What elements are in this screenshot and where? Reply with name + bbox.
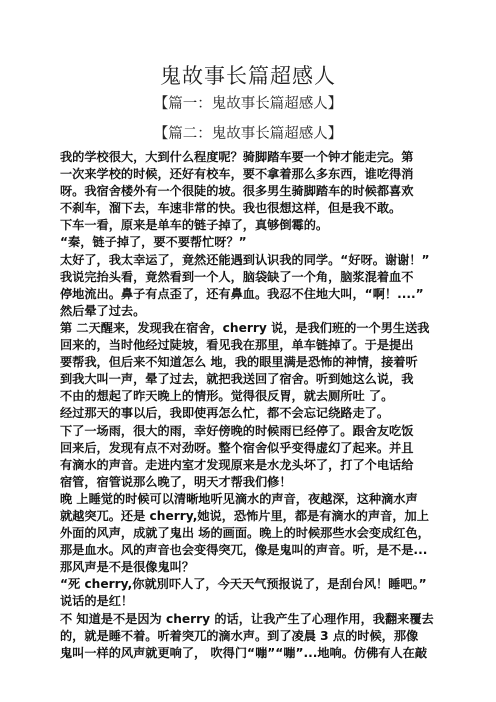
text-line: 呀。我宿舍楼外有一个很陡的坡。很多男生骑脚踏车的时候都喜欢 (60, 184, 414, 199)
text-line: 那风声是不是很像鬼叫？ (60, 560, 195, 575)
text-line: 不由的想起了昨天晚上的情形。觉得很反胃，就去厕所吐 了。 (60, 389, 394, 404)
text-line: 下车一看，原来是单车的链子掉了，真够倒霉的。 (60, 218, 329, 233)
text-line: 鬼叫一样的风声就更响了， 吹得门“嘣”“嘣”...地响。仿佛有人在敲 (60, 645, 428, 660)
text-line: 太好了，我太幸运了，竟然还能遇到认识我的同学。“好呀。谢谢！” (60, 252, 430, 267)
text-line: 要帮我，但后来不知道怎么 地，我的眼里满是恐怖的神情，接着听 (60, 355, 418, 370)
text-line: 经过那天的事以后，我即使再怎么忙，都不会忘记绕路走了。 (60, 406, 390, 421)
text-line: 下了一场雨，很大的雨，幸好傍晚的时候雨已经停了。跟舍友吃饭 (60, 423, 414, 438)
text-line: “秦，链子掉了，要不要帮忙呀？” (60, 235, 247, 250)
text-line: 晚 上睡觉的时候可以清晰地听见滴水的声音，夜越深，这种滴水声 (60, 491, 418, 506)
text-line: 有滴水的声音。走进内室才发现原来是水龙头坏了，打了个电话给 (60, 457, 414, 472)
text-line: 一次来学校的时候，还好有校车，要不拿着那么多东西，谁吃得消 (60, 167, 414, 182)
text-line: 我的学校很大，大到什么程度呢？骑脚踏车要一个钟才能走完。第 (60, 150, 414, 164)
text-line: 宿管，宿管说那么晚了，明天才帮我们修！ (60, 474, 292, 489)
section-heading-2: 【篇二：鬼故事长篇超感人】 (153, 126, 343, 142)
section-heading-1: 【篇一：鬼故事长篇超感人】 (153, 96, 343, 112)
text-line: “死 cherry,你就別吓人了，今天天气预报说了，是刮台风！睡吧。” (60, 577, 427, 592)
text-line: 说话的是红！ (60, 594, 134, 609)
document-title: 鬼故事长篇超感人 (160, 64, 336, 88)
text-line: 回来后，发现有点不对劲呀。整个宿舍似乎变得虚幻了起来。并且 (60, 440, 414, 455)
text-line: 就越突兀。还是 cherry,她说，恐怖片里，都是有滴水的声音，加上 (60, 508, 429, 523)
text-line: 的，就是睡不着。听着突兀的滴水声。到了凌晨 3 点的时候，那像 (60, 628, 419, 643)
text-line: 第 二天醒来，发现我在宿舍，cherry 说，是我们班的一个男生送我 (60, 320, 430, 335)
text-line: 到我大叫一声，晕了过去，就把我送回了宿舍。听到她这么说，我 (60, 372, 414, 387)
text-line: 不刹车，溜下去，车速非常的快。我也很想这样，但是我不敢。 (60, 201, 402, 216)
text-line: 回来的，当时他经过陡坡，看见我在那里，单车链掉了。于是提出 (60, 338, 414, 353)
text-line: 然后晕了过去。 (60, 303, 146, 318)
text-line: 不 知道是不是因为 cherry 的话，让我产生了心理作用，我翻来覆去 (60, 611, 434, 626)
text-line: 外面的风声，成就了鬼出 场的画面。晚上的时候那些水会变成红色， (60, 526, 430, 541)
text-line: 我说完抬头看，竟然看到一个人，脑袋缺了一个角，脑浆混着血不 (60, 269, 414, 284)
story-body (60, 149, 460, 662)
text-line: 那是血水。风的声音也会变得突兀，像是鬼叫的声音。听，是不是... (60, 543, 428, 558)
text-line: 停地流出。鼻子有点歪了，还有鼻血。我忍不住地大叫，“啊！....” (60, 286, 424, 301)
